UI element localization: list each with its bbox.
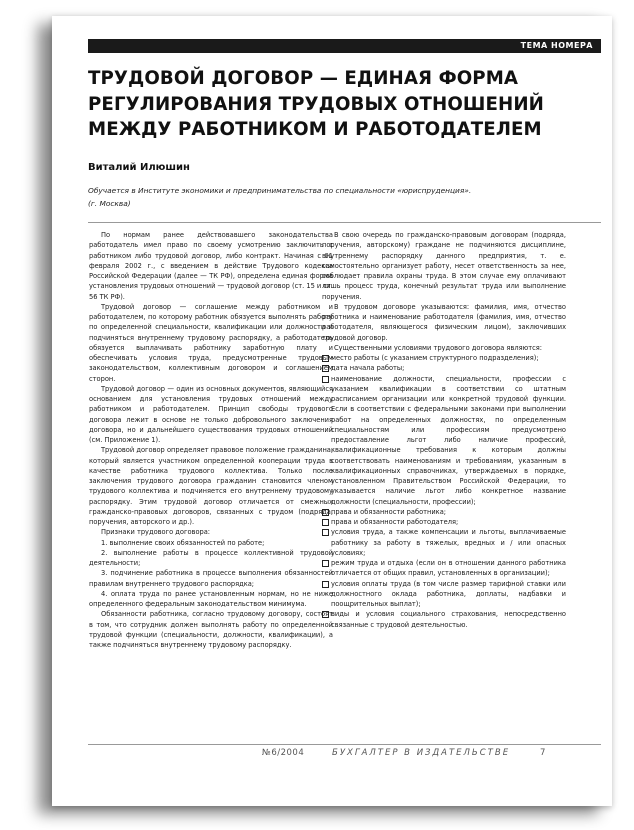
checkbox-bullet-icon (322, 529, 329, 536)
checkbox-bullet-icon (322, 560, 329, 567)
left-column (89, 230, 333, 650)
paragraph: Существенными условиями трудового договора являются: (334, 342, 542, 352)
magazine-name: БУХГАЛТЕР В ИЗДАТЕЛЬСТВЕ (332, 748, 511, 758)
header-divider (88, 222, 601, 223)
title-line: РЕГУЛИРОВАНИЯ ТРУДОВЫХ ОТНОШЕНИЙ (88, 93, 544, 115)
list-item-text: дата начала работы; (331, 363, 405, 373)
section-label: ТЕМА НОМЕРА (520, 41, 593, 50)
numbered-item: 1. выполнение своих обязанностей по работе; (101, 537, 265, 547)
paragraph: По нормам ранее действовавшего законодательства работодатель имел право по своему усмотрению заключить с работником либо трудовой договор, либо контракт. Начиная с 01 февраля 2002 г., с введением в действие Трудового кодекса Российской Федерации (далее — ТК РФ), определена единая форма установления трудовых отношений — трудовой договор (ст. 15 и ст. 56 ТК РФ). (89, 230, 333, 301)
checkbox-bullet-icon (322, 519, 329, 526)
checkbox-bullet-icon (322, 611, 329, 618)
numbered-item: 3. подчинение работника в процессе выполнения обязанностей правилам внутреннего трудового распорядка; (89, 568, 333, 588)
list-item (322, 517, 566, 527)
list-item (322, 374, 566, 507)
checkbox-bullet-icon (322, 355, 329, 362)
list-item-text: место работы (с указанием структурного подразделения); (331, 353, 539, 362)
checkbox-bullet-icon (322, 509, 329, 516)
list-item-text: условия оплаты труда (в том числе размер тарифной ставки или должностного оклада работника, доплаты, надбавки и поощрительных выплат); (331, 578, 566, 608)
numbered-item: 2. выполнение работы в процессе коллективной трудовой деятельности; (89, 547, 333, 567)
right-column (322, 230, 566, 630)
paragraph: В трудовом договоре указываются: фамилия, имя, отчество работника и наименование работодателя (фамилия, имя, отчество работодателя, являющегося физическим лицом), заключивших трудовой договор. (322, 301, 566, 342)
paragraph: Трудовой договор — соглашение между работником и работодателем, по которому работник обязуется выполнять работу по определенной специальности, квалификации или должности и подчиняться внутреннему трудовому распорядку, а работодатель обязуется выплачивать работнику заработную плату и обеспечивать условия труда, предусмотренные трудовым законодательством, коллективным договором и соглашением сторон. (89, 301, 333, 383)
list-item (322, 507, 566, 517)
paragraph: Признаки трудового договора: (101, 527, 211, 537)
list-item-text: виды и условия социального страхования, непосредственно связанные с трудовой деятельностью. (331, 609, 566, 629)
list-item (322, 527, 566, 558)
list-item-text: наименование должности, специальности, профессии с указанием квалификации в соответствии со штатным расписанием организации или конкретной трудовой функции. Если в соответствии с федеральными законами при выполнении работ на определенных должностях, по определенным специальностям или профессиям предусмотрено предоставление льгот либо наличие профессий, квалификационные требования к которым должны соответствовать наименованиям и требованиям, указанным в квалификационных справочниках, утверждаемых в порядке, установленном Правительством Российской Федерации, то указывается наличие льгот либо конкретное название должности (специальности, профессии); (331, 373, 566, 506)
affiliation-line: Обучается в Институте экономики и предпринимательства по специальности «юриспруденция». (88, 186, 472, 195)
affiliation-city: (г. Москва) (88, 199, 131, 208)
paragraph: Трудовой договор — один из основных документов, являющийся основанием для установления трудовых отношений между работником и работодателем. Принцип свободы трудового договора лежит в основе не только добровольного заключения договора, но и дальнейшего существования трудовых отношений (см. Приложение 1). (89, 383, 333, 444)
author-affiliation (88, 184, 588, 210)
title-line: МЕЖДУ РАБОТНИКОМ И РАБОТОДАТЕЛЕМ (88, 119, 542, 140)
checkbox-bullet-icon (322, 581, 329, 588)
section-bar (88, 39, 601, 53)
issue-number: №6/2004 (262, 748, 305, 758)
list-item (322, 558, 566, 579)
list-item (322, 363, 566, 373)
list-item (322, 609, 566, 630)
list-item (322, 353, 566, 363)
article-title (88, 66, 598, 143)
footer-divider (88, 744, 601, 745)
list-item (322, 579, 566, 610)
list-item-text: права и обязанности работника; (331, 506, 447, 516)
paragraph: Обязанности работника, согласно трудовому договору, состоят в том, что сотрудник должен выполнять работу по определенной трудовой функции (специальности, должности, квалификации), а также подчиняться внутреннему трудовому распорядку. (89, 609, 333, 649)
list-item-text: условия труда, а также компенсации и льготы, выплачиваемые работнику за работу в тяжелых, вредных и / или опасных условиях; (331, 527, 566, 557)
paragraph: Трудовой договор определяет правовое положение гражданина, который является участником определенной кооперации труда в качестве работника трудового коллектива. Только после заключения трудового договора гражданин становится членом трудового коллектива и подчиняется его внутреннему трудовому распорядку. Этим трудовой договор отличается от смежных гражданско-правовых договоров, связанных с трудом (подряда, поручения, авторского и др.). (89, 445, 333, 526)
checkbox-bullet-icon (322, 376, 329, 383)
page-number: 7 (540, 748, 546, 758)
numbered-item: 4. оплата труда по ранее установленным нормам, но не ниже определенного федеральным законодательством минимума. (89, 588, 333, 608)
list-item-text: права и обязанности работодателя; (331, 517, 459, 526)
author-name: Виталий Илюшин (88, 162, 190, 173)
list-item-text: режим труда и отдыха (если он в отношении данного работника отличается от общих правил, установленных в организации); (331, 558, 566, 578)
paragraph: В свою очередь по гражданско-правовым договорам (подряда, поручения, авторскому) граждане не подчиняются дисциплине, внутреннему распорядку данного предприятия, т. е. самостоятельно организует работу, несет ответственность за нее, соблюдает правила охраны труда. В этом случае ему оплачивают лишь процесс труда, конечный результат труда или выполнение поручения. (322, 230, 566, 301)
title-line: ТРУДОВОЙ ДОГОВОР — ЕДИНАЯ ФОРМА (88, 68, 519, 89)
checkbox-bullet-icon (322, 365, 329, 372)
